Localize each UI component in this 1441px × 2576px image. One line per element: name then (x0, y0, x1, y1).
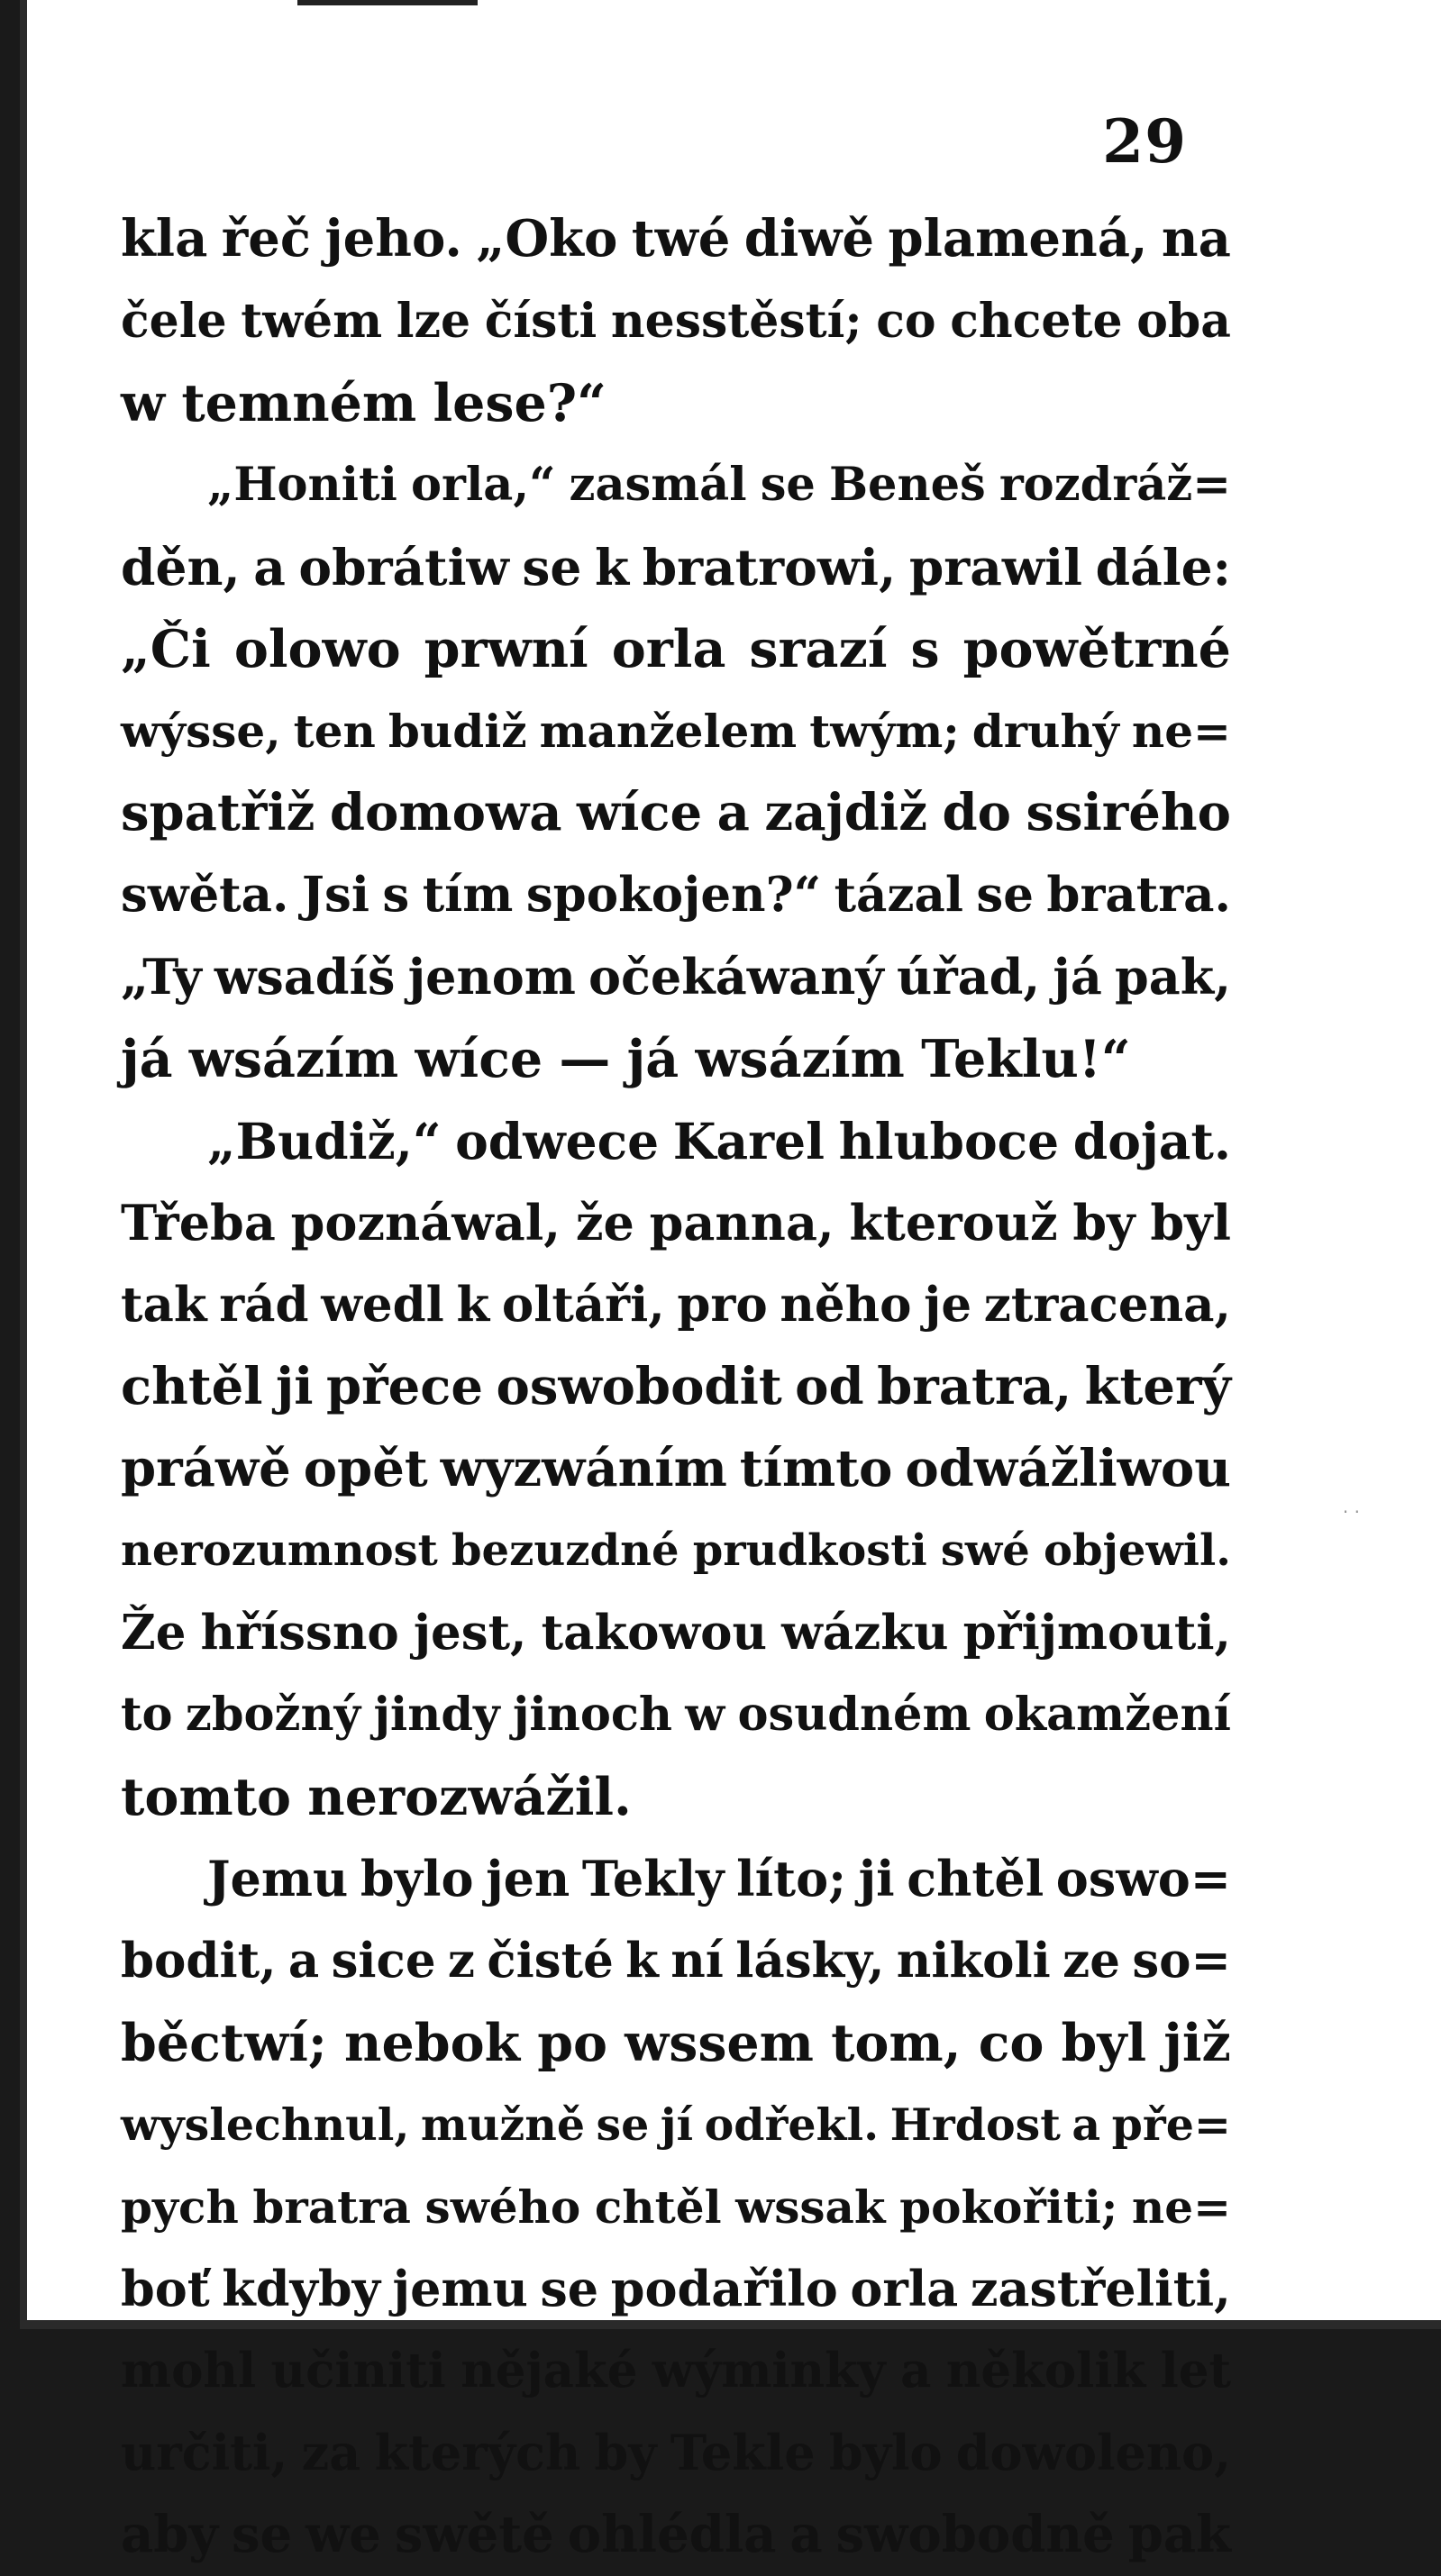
word: swé (940, 1525, 1030, 1576)
word: na (1161, 209, 1231, 269)
word: so= (1132, 1933, 1231, 1989)
word: děn, (121, 538, 241, 596)
word: se (760, 458, 816, 512)
word: oswobodit (496, 1357, 782, 1416)
word: Hrdost (889, 2098, 1061, 2151)
text-line (121, 198, 1231, 280)
word: twé (631, 209, 731, 269)
word: prawil (908, 538, 1083, 596)
word: to (121, 1688, 173, 1742)
text-line (121, 444, 1231, 526)
word: s (382, 867, 410, 923)
word: chtěl (594, 2180, 722, 2234)
word: se (540, 2260, 599, 2317)
word: běctwí; (121, 2013, 327, 2073)
word: já (626, 1029, 679, 1089)
word: bylo (360, 1850, 474, 1907)
word: odřekl. (704, 2098, 880, 2151)
word: wýsse, (121, 705, 281, 758)
text-line (121, 936, 1231, 1018)
word: takowou (541, 1605, 768, 1661)
word: nikoli (896, 1933, 1051, 1989)
word: přece (326, 1357, 484, 1416)
word: bodit, (121, 1933, 277, 1989)
word: je (924, 1277, 972, 1333)
word: by (594, 2424, 657, 2481)
word: a (1072, 2098, 1101, 2151)
word: poznáwal, (290, 1194, 561, 1252)
scan-edge-mark (297, 0, 478, 5)
word: nějaké (461, 2343, 638, 2399)
word: powětrné (962, 619, 1231, 679)
word: ji (276, 1357, 314, 1416)
word: srazí (749, 619, 888, 679)
word: ne= (1131, 705, 1231, 758)
word: swobodně (835, 2505, 1115, 2564)
word: Že (121, 1605, 187, 1661)
word: domowa (329, 783, 562, 842)
word: wyzwáním (440, 1439, 727, 1498)
scan-bottom-edge (27, 2320, 1441, 2329)
text-line (121, 2494, 1231, 2576)
word: odwece (455, 1112, 660, 1170)
word: ní (670, 1933, 724, 1989)
word: osudném (737, 1688, 971, 1742)
text-line (121, 1428, 1231, 1510)
text-line (121, 526, 1231, 608)
word: hluboce (838, 1112, 1060, 1170)
word: zasmál (569, 458, 747, 512)
word: zbožný (185, 1688, 361, 1742)
word: objewil. (1043, 1525, 1231, 1576)
word: wsázím (695, 1029, 905, 1089)
word: wázku (781, 1605, 949, 1661)
word: wýminky (652, 2343, 886, 2399)
text-line (121, 280, 1231, 362)
word: twém (241, 294, 383, 349)
word: pokořiti; (899, 2180, 1118, 2234)
word: a (253, 538, 286, 596)
word: druhý (971, 705, 1119, 758)
word: kterouž (849, 1194, 1058, 1252)
word: rád (219, 1277, 309, 1333)
word: byl (1150, 1194, 1231, 1252)
word: Teklu!“ (921, 1029, 1131, 1089)
word: swěta. (121, 867, 289, 923)
word: lze (396, 294, 471, 349)
word: ne= (1131, 2180, 1231, 2234)
word: „Či (121, 619, 211, 679)
word: já (1053, 948, 1102, 1006)
word: obrátiw (298, 538, 509, 596)
word: Třeba (121, 1194, 276, 1252)
word: jenom (407, 948, 576, 1006)
word: se (596, 2098, 650, 2151)
word: jemu (392, 2260, 528, 2317)
text-line (121, 1182, 1231, 1264)
text-line (121, 1264, 1231, 1346)
word: čele (121, 294, 227, 349)
word: Karel (672, 1112, 825, 1170)
word: úřad, (896, 948, 1041, 1006)
scan-speck: . . (1342, 1496, 1360, 1517)
word: do (942, 783, 1011, 842)
text-line (121, 362, 1231, 444)
word: za (301, 2424, 361, 2481)
word: několik (945, 2343, 1146, 2399)
word: zastřeliti, (970, 2260, 1231, 2317)
word: ssirého (1026, 783, 1231, 842)
word: určiti, (121, 2424, 288, 2481)
text-line (121, 690, 1231, 772)
word: nesstěstí; (610, 294, 862, 349)
word: co (978, 2013, 1044, 2073)
word: manželem (539, 705, 798, 758)
word: Jemu (207, 1850, 349, 1907)
word: po (537, 2013, 608, 2073)
word: jeho. (324, 209, 462, 269)
text-line (121, 2002, 1231, 2084)
text-line (121, 2248, 1231, 2330)
text-line (121, 1920, 1231, 2002)
word: z (447, 1933, 475, 1989)
word: sice (331, 1933, 436, 1989)
text-line (121, 1838, 1231, 1920)
word: již (1163, 2013, 1231, 2073)
word: řeč (221, 209, 311, 269)
word: wssem (625, 2013, 814, 2073)
word: jinoch (512, 1688, 673, 1742)
word: w (121, 373, 166, 433)
word: budiž (388, 705, 527, 758)
text-line (121, 2084, 1231, 2166)
word: „Oko (476, 209, 618, 269)
word: byl (1061, 2013, 1147, 2073)
word: s (910, 619, 940, 679)
word: jest, (413, 1605, 527, 1661)
text-line (121, 2412, 1231, 2494)
word: ze (1063, 1933, 1120, 1989)
word: wsadíš (214, 948, 396, 1006)
word: Jsi (301, 867, 369, 923)
book-page (20, 0, 1441, 2564)
word: „Ty (121, 948, 202, 1006)
word: kdyby (222, 2260, 380, 2317)
word: twým; (809, 705, 960, 758)
word: práwě (121, 1439, 291, 1498)
word: lásky, (735, 1933, 885, 1989)
word: swětě (394, 2505, 554, 2564)
word: nebok (344, 2013, 521, 2073)
word: a (716, 783, 750, 842)
text-line (121, 1100, 1231, 1182)
word: se (231, 2505, 293, 2564)
word: we (306, 2505, 381, 2564)
word: Beneš (828, 458, 986, 512)
text-line (121, 1674, 1231, 1756)
word: k (625, 1933, 659, 1989)
word: by (1072, 1194, 1135, 1252)
word: wssak (735, 2180, 886, 2234)
word: mohl (121, 2343, 257, 2399)
word: pak, (1115, 948, 1231, 1006)
word: okamžení (983, 1688, 1231, 1742)
word: se (522, 538, 582, 596)
word: lese?“ (433, 373, 606, 433)
text-line (121, 1756, 1231, 1838)
word: kterých (374, 2424, 581, 2481)
word: odwážliwou (905, 1439, 1231, 1498)
word: olowo (233, 619, 401, 679)
word: očekáwaný (588, 948, 884, 1006)
text-line (121, 608, 1231, 690)
word: bratra. (1046, 867, 1231, 923)
word: bratrowi, (642, 538, 897, 596)
word: orla (850, 2260, 959, 2317)
word: spatřiž (121, 783, 315, 842)
word: wsázím (188, 1029, 399, 1089)
word: „Budiž,“ (207, 1112, 442, 1170)
word: tímto (739, 1439, 893, 1498)
word: rozdráž= (999, 458, 1231, 512)
word: ji (858, 1850, 895, 1907)
text-line (121, 854, 1231, 936)
word: se (976, 867, 1034, 923)
word: jí (660, 2098, 694, 2151)
word: chtěl (907, 1850, 1044, 1907)
word: bezuzdné (451, 1525, 679, 1576)
word: co (876, 294, 936, 349)
word: pak (1127, 2505, 1231, 2564)
word: a (900, 2343, 932, 2399)
word: bratra (252, 2180, 411, 2234)
word: od (795, 1357, 864, 1416)
word: že (575, 1194, 634, 1252)
word: nerozumnost (121, 1525, 438, 1576)
text-line (121, 1018, 1231, 1100)
word: plamená, (888, 209, 1148, 269)
word: chtěl (121, 1357, 263, 1416)
text-line (121, 2166, 1231, 2248)
word: pře= (1111, 2098, 1231, 2151)
word: spokojen?“ (525, 867, 822, 923)
word: diwě (743, 209, 875, 269)
word: temném (181, 373, 417, 433)
word: tom, (831, 2013, 962, 2073)
word: wíce (576, 783, 703, 842)
word: přijmouti, (962, 1605, 1231, 1661)
word: dále: (1095, 538, 1231, 596)
word: wedl (321, 1277, 444, 1333)
word: orla,“ (411, 458, 556, 512)
word: tak (121, 1277, 207, 1333)
word: něho (780, 1277, 912, 1333)
word: tím (422, 867, 514, 923)
word: dowoleno, (955, 2424, 1231, 2481)
word: swého (424, 2180, 581, 2234)
word: chcete (950, 294, 1123, 349)
word: opět (303, 1439, 428, 1498)
word: hříssno (200, 1605, 399, 1661)
word: oltáři, (501, 1277, 665, 1333)
word: „Honiti (207, 458, 397, 512)
text-line (121, 1592, 1231, 1674)
word: dojat. (1072, 1112, 1231, 1170)
word: boť (121, 2260, 210, 2317)
word: bratra, (877, 1357, 1072, 1416)
word: panna, (649, 1194, 835, 1252)
word: jen (486, 1850, 570, 1907)
word: učiniti (270, 2343, 446, 2399)
word: a (287, 1933, 320, 1989)
word: ohlédla (567, 2505, 777, 2564)
word: oswo= (1055, 1850, 1231, 1907)
word: čísti (484, 294, 597, 349)
page-number: 29 (1102, 106, 1187, 177)
word: Tekly (581, 1850, 725, 1907)
word: prwní (424, 619, 588, 679)
word: a (789, 2505, 823, 2564)
word: čisté (487, 1933, 614, 1989)
word: podařilo (610, 2260, 838, 2317)
word: mužně (420, 2098, 586, 2151)
word: orla (611, 619, 726, 679)
text-line (121, 2330, 1231, 2412)
text-line (121, 1346, 1231, 1428)
word: oba (1136, 294, 1231, 349)
text-line (121, 772, 1231, 854)
text-line (121, 1510, 1231, 1592)
word: wíce (415, 1029, 543, 1089)
word: jindy (373, 1688, 500, 1742)
word: k (456, 1277, 490, 1333)
word: pych (121, 2180, 239, 2234)
word: Tekle (670, 2424, 816, 2481)
word: aby (121, 2505, 218, 2564)
word: ten (293, 705, 376, 758)
word: pro (677, 1277, 768, 1333)
body-text (121, 198, 1231, 2576)
word: k (594, 538, 630, 596)
word: bylo (828, 2424, 943, 2481)
word: kla (121, 209, 208, 269)
word: tázal (834, 867, 963, 923)
word: wyslechnul, (121, 2098, 410, 2151)
word: líto; (736, 1850, 847, 1907)
word: w (685, 1688, 725, 1742)
word: ztracena, (983, 1277, 1231, 1333)
word: let (1160, 2343, 1231, 2399)
word: tomto (121, 1767, 292, 1827)
word: já (121, 1029, 173, 1089)
word: zajdiž (764, 783, 927, 842)
word: — (559, 1029, 611, 1089)
word: prudkosti (692, 1525, 927, 1576)
word: nerozwážil. (307, 1767, 632, 1827)
word: který (1084, 1357, 1231, 1416)
